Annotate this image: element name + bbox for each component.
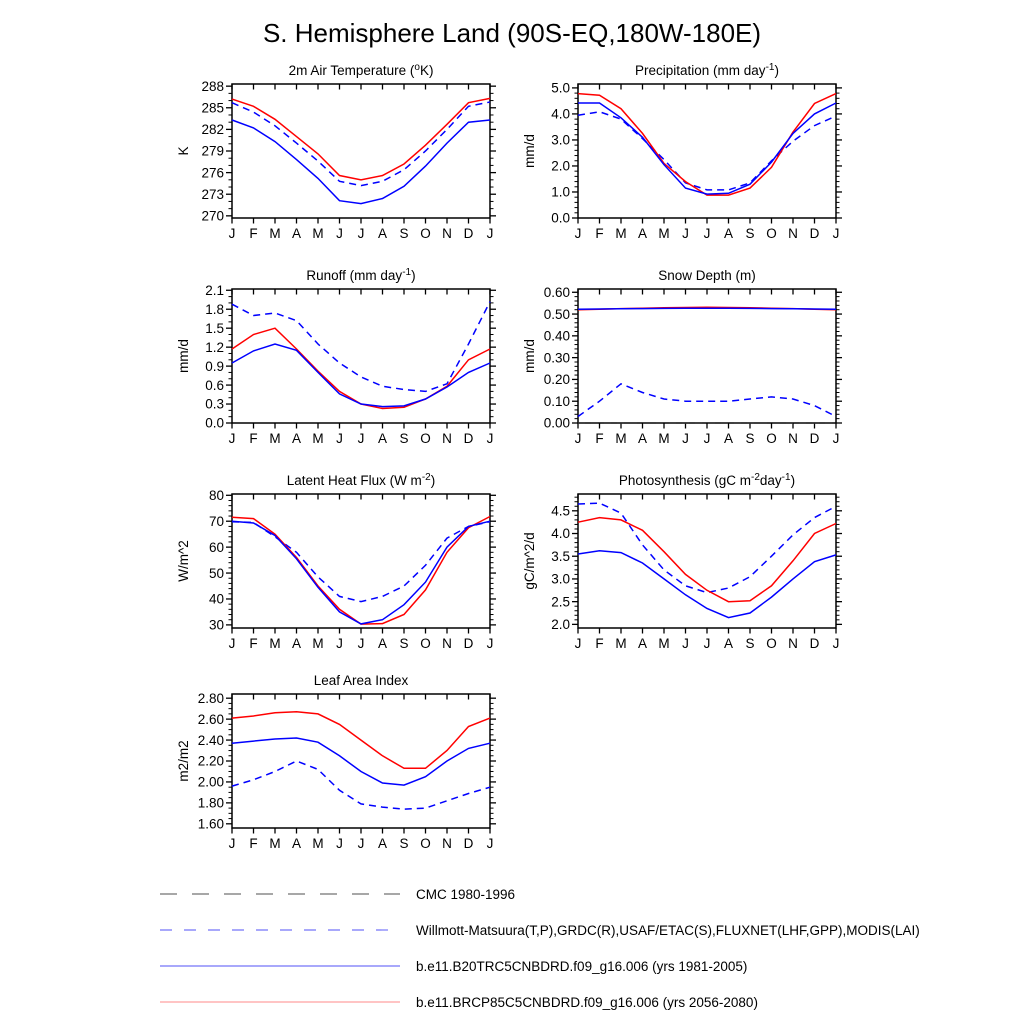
x-tick-label: J [357, 836, 365, 851]
y-tick-label: 0.0 [551, 210, 570, 226]
x-tick-label: J [682, 636, 689, 651]
x-tick-label: D [809, 226, 820, 241]
x-tick-label: J [336, 836, 343, 851]
plot-box [578, 84, 836, 218]
x-tick-label: S [745, 226, 755, 241]
x-tick-label: D [809, 431, 820, 446]
x-tick-label: A [637, 636, 648, 651]
legend-label: Willmott-Matsuura(T,P),GRDC(R),USAF/ETAC(S),FLUXNET(LHF,GPP),MODIS(LAI) [416, 922, 920, 938]
x-tick-label: J [486, 636, 494, 651]
x-tick-label: J [336, 431, 343, 446]
x-tick-label: O [420, 636, 431, 651]
x-tick-label: D [463, 431, 474, 446]
x-tick-label: A [377, 836, 388, 851]
x-tick-label: O [766, 431, 777, 446]
y-tick-label: 5.0 [551, 80, 570, 96]
chart-photosynthesis [496, 472, 926, 677]
y-tick-label: 270 [201, 208, 224, 224]
x-tick-label: S [399, 226, 409, 241]
x-tick-label: M [312, 431, 324, 446]
chart-title: Snow Depth (m) [658, 268, 756, 283]
x-tick-label: A [723, 431, 734, 446]
x-tick-label: D [463, 636, 474, 651]
x-tick-label: M [269, 431, 281, 446]
legend-label: b.e11.B20TRC5CNBDRD.f09_g16.006 (yrs 1981-2005) [416, 958, 748, 974]
x-tick-label: J [703, 226, 711, 241]
x-tick-label: J [486, 431, 494, 446]
series-line-hist [578, 308, 836, 309]
x-tick-label: F [249, 836, 258, 851]
series-line-obs [578, 112, 836, 190]
x-tick-label: M [615, 636, 627, 651]
chart-title: Latent Heat Flux (W $m^{-2}$) [286, 472, 436, 488]
y-tick-label: 4.5 [551, 503, 570, 519]
y-tick-label: 282 [201, 122, 224, 138]
y-tick-label: 30 [208, 617, 224, 633]
x-tick-label: F [595, 226, 604, 241]
y-tick-label: 273 [201, 186, 224, 202]
x-tick-label: S [399, 836, 409, 851]
series-line-hist [578, 103, 836, 194]
y-tick-label: 0.6 [205, 377, 224, 393]
page-title: S. Hemisphere Land (90S-EQ,180W-180E) [262, 18, 762, 48]
y-tick-label: 40 [208, 591, 224, 607]
x-tick-label: J [357, 636, 365, 651]
y-tick-label: 2.40 [197, 732, 224, 748]
series-line-hist [578, 551, 836, 618]
y-axis-title: W/m^2 [176, 540, 191, 582]
y-tick-label: 0.40 [543, 328, 570, 344]
x-tick-label: F [595, 431, 604, 446]
y-tick-label: 2.60 [197, 711, 224, 727]
series-line-obs [232, 302, 490, 392]
series-line-rcp85 [578, 94, 836, 196]
x-tick-label: J [832, 226, 840, 241]
x-tick-label: D [463, 226, 474, 241]
x-tick-label: J [703, 431, 711, 446]
plot-box [232, 494, 490, 628]
legend-entry [160, 884, 515, 904]
x-tick-label: A [723, 226, 734, 241]
x-tick-label: S [745, 431, 755, 446]
x-tick-label: F [595, 636, 604, 651]
y-tick-label: 0.20 [543, 372, 570, 388]
x-tick-label: N [442, 836, 452, 851]
y-tick-label: 1.60 [197, 816, 224, 832]
y-tick-label: 276 [201, 165, 224, 181]
x-tick-label: M [615, 226, 627, 241]
chart-precipitation [496, 62, 926, 267]
x-tick-label: J [574, 226, 582, 241]
legend-entry [160, 920, 920, 940]
y-tick-label: 4.0 [551, 526, 570, 542]
y-tick-label: 1.8 [205, 301, 224, 317]
x-tick-label: A [637, 226, 648, 241]
x-tick-label: N [442, 431, 452, 446]
plot-box [232, 289, 490, 423]
y-tick-label: 50 [208, 565, 224, 581]
y-tick-label: 2.5 [551, 594, 570, 610]
x-tick-label: M [658, 431, 670, 446]
legend-swatch-line [160, 992, 400, 1012]
chart-title: Precipitation (mm day$^{-1}$) [635, 62, 779, 78]
x-tick-label: J [574, 431, 582, 446]
y-axis-title: m2/m2 [176, 740, 191, 782]
y-tick-label: 0.30 [543, 350, 570, 366]
x-tick-label: M [269, 636, 281, 651]
x-tick-label: O [420, 836, 431, 851]
x-tick-label: M [312, 836, 324, 851]
x-tick-label: O [766, 226, 777, 241]
series-line-obs [578, 384, 836, 417]
x-tick-label: J [357, 431, 365, 446]
y-tick-label: 0.00 [543, 415, 570, 431]
chart-snow-depth [496, 267, 926, 472]
x-tick-label: N [788, 636, 798, 651]
x-tick-label: J [228, 226, 236, 241]
x-tick-label: J [336, 226, 343, 241]
series-line-hist [232, 120, 490, 204]
y-axis-title: mm/d [522, 339, 537, 373]
x-tick-label: M [658, 636, 670, 651]
x-tick-label: A [723, 636, 734, 651]
series-line-hist [232, 521, 490, 624]
x-tick-label: J [682, 431, 689, 446]
y-tick-label: 1.2 [205, 339, 224, 355]
legend-swatch-line [160, 920, 400, 940]
chart-title: Runoff (mm day$^{-1}$) [306, 267, 416, 283]
y-axis-title: gC/m^2/d [522, 532, 537, 590]
x-tick-label: M [269, 226, 281, 241]
x-tick-label: J [357, 226, 365, 241]
y-tick-label: 2.80 [197, 690, 224, 706]
y-tick-label: 0.50 [543, 306, 570, 322]
x-tick-label: F [249, 431, 258, 446]
legend-swatch-line [160, 884, 400, 904]
series-line-rcp85 [232, 328, 490, 408]
x-tick-label: N [788, 431, 798, 446]
x-tick-label: D [463, 836, 474, 851]
legend [160, 876, 1020, 1024]
x-tick-label: J [336, 636, 343, 651]
y-tick-label: 3.5 [551, 548, 570, 564]
y-tick-label: 0.0 [205, 415, 224, 431]
x-tick-label: A [377, 636, 388, 651]
plot-box [232, 84, 490, 218]
x-tick-label: N [442, 636, 452, 651]
x-tick-label: A [377, 431, 388, 446]
series-line-obs [578, 503, 836, 592]
y-tick-label: 2.0 [551, 158, 570, 174]
x-tick-label: F [249, 636, 258, 651]
x-tick-label: S [745, 636, 755, 651]
x-tick-label: O [420, 226, 431, 241]
legend-label: b.e11.BRCP85C5CNBDRD.f09_g16.006 (yrs 2056-2080) [416, 994, 758, 1010]
x-tick-label: A [291, 431, 302, 446]
y-tick-label: 3.0 [551, 132, 570, 148]
x-tick-label: M [312, 636, 324, 651]
chart-leaf-area-index [150, 672, 580, 877]
legend-entry [160, 992, 758, 1012]
x-tick-label: A [291, 226, 302, 241]
x-tick-label: O [420, 431, 431, 446]
x-tick-label: N [788, 226, 798, 241]
x-tick-label: J [832, 636, 840, 651]
x-tick-label: J [228, 836, 236, 851]
x-tick-label: A [291, 636, 302, 651]
x-tick-label: D [809, 636, 820, 651]
legend-label: CMC 1980-1996 [416, 886, 516, 902]
x-tick-label: S [399, 431, 409, 446]
y-axis-title: mm/d [176, 339, 191, 373]
x-tick-label: M [615, 431, 627, 446]
y-tick-label: 1.5 [205, 320, 224, 336]
y-tick-label: 2.00 [197, 774, 224, 790]
x-tick-label: J [228, 431, 236, 446]
y-tick-label: 285 [201, 100, 224, 116]
y-tick-label: 0.10 [543, 393, 570, 409]
series-line-rcp85 [578, 518, 836, 602]
x-tick-label: M [312, 226, 324, 241]
y-tick-label: 0.3 [205, 396, 224, 412]
y-tick-label: 2.0 [551, 617, 570, 633]
y-tick-label: 279 [201, 143, 224, 159]
series-line-obs [232, 102, 490, 186]
x-tick-label: J [228, 636, 236, 651]
y-tick-label: 3.0 [551, 571, 570, 587]
x-tick-label: M [269, 836, 281, 851]
y-tick-label: 0.60 [543, 284, 570, 300]
x-tick-label: J [574, 636, 582, 651]
x-tick-label: A [637, 431, 648, 446]
legend-entry [160, 956, 747, 976]
y-tick-label: 288 [201, 78, 224, 94]
x-tick-label: J [682, 226, 689, 241]
y-tick-label: 1.0 [551, 184, 570, 200]
x-tick-label: J [832, 431, 840, 446]
y-axis-title: K [176, 146, 191, 156]
x-tick-label: J [486, 836, 494, 851]
x-tick-label: J [703, 636, 711, 651]
y-tick-label: 4.0 [551, 106, 570, 122]
chart-title: Photosynthesis (gC $m^{-2}day^{-1}$) [618, 472, 796, 488]
y-tick-label: 2.1 [205, 282, 224, 298]
chart-title: Leaf Area Index [313, 673, 409, 688]
x-tick-label: N [442, 226, 452, 241]
y-tick-label: 1.80 [197, 795, 224, 811]
x-tick-label: F [249, 226, 258, 241]
legend-swatch-line [160, 956, 400, 976]
y-tick-label: 80 [208, 487, 224, 503]
x-tick-label: A [291, 836, 302, 851]
y-tick-label: 0.9 [205, 358, 224, 374]
y-tick-label: 60 [208, 539, 224, 555]
x-tick-label: M [658, 226, 670, 241]
chart-title: 2m Air Temperature ($^o$K) [288, 62, 434, 78]
y-axis-title: mm/d [522, 134, 537, 168]
x-tick-label: O [766, 636, 777, 651]
x-tick-label: S [399, 636, 409, 651]
y-tick-label: 2.20 [197, 753, 224, 769]
series-line-obs [232, 761, 490, 809]
x-tick-label: J [486, 226, 494, 241]
x-tick-label: A [377, 226, 388, 241]
y-tick-label: 70 [208, 513, 224, 529]
